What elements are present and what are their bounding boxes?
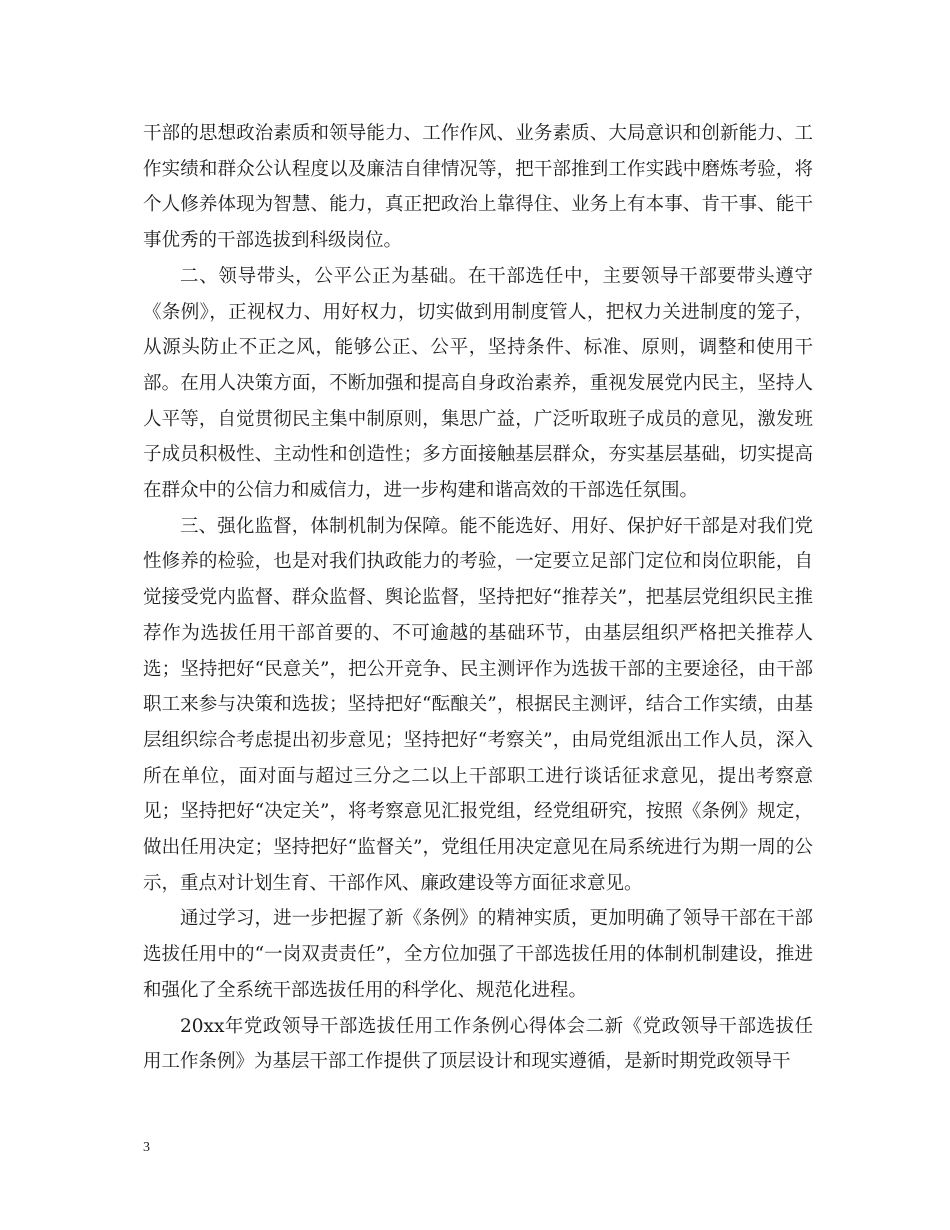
page-number: 3 [143, 1140, 150, 1155]
paragraph-supervision: 三、强化监督，体制机制为保障。能不能选好、用好、保护好干部是对我们党性修养的检验，也是对我们执政能力的考验，一定要立足部门定位和岗位职能，自觉接受党内监督、群众监督、舆论监督，坚持把好“推荐关”，把基层党组织民主推荐作为选拔任用干部首要的、不可逾越的基础环节，由基层组织严格把关推荐人选；坚持把好“民意关”，把公开竞争、民主测评作为选拔干部的主要途径，由干部职工来参与决策和选拔；坚持把好“酝酿关”，根据民主测评，结合工作实绩，由基层组织综合考虑提出初步意见；坚持把好“考察关”，由局党组派出工作人员，深入所在单位，面对面与超过三分之二以上干部职工进行谈话征求意见，提出考察意见；坚持把好“决定关”，将考察意见汇报党组，经党组研究，按照《条例》规定，做出任用决定；坚持把好“监督关”，党组任用决定意见在局系统进行为期一周的公示，重点对计划生育、干部作风、廉政建设等方面征求意见。 [143, 515, 813, 894]
paragraph-leadership: 二、领导带头，公平公正为基础。在干部选任中，主要领导干部要带头遵守《条例》，正视权力、用好权力，切实做到用制度管人，把权力关进制度的笼子，从源头防止不正之风，能够公正、公平，坚持条件、标准、原则，调整和使用干部。在用人决策方面，不断加强和提高自身政治素养，重视发展党内民主，坚持人人平等，自觉贯彻民主集中制原则，集思广益，广泛听取班子成员的意见，激发班子成员积极性、主动性和创造性；多方面接触基层群众，夯实基层基础，切实提高在群众中的公信力和威信力，进一步构建和谐高效的干部选任氛围。 [143, 265, 813, 502]
paragraph-second-essay: 20xx年党政领导干部选拔任用工作条例心得体会二新《党政领导干部选拔任用工作条例》为基层干部工作提供了顶层设计和现实遵循，是新时期党政领导干 [143, 1015, 813, 1073]
document-body [143, 116, 813, 1080]
paragraph-continuation: 干部的思想政治素质和领导能力、工作作风、业务素质、大局意识和创新能力、工作实绩和群众公认程度以及廉洁自律情况等，把干部推到工作实践中磨炼考验，将个人修养体现为智慧、能力，真正把政治上靠得住、业务上有本事、肯干事、能干事优秀的干部选拔到科级岗位。 [143, 123, 813, 252]
paragraph-conclusion: 通过学习，进一步把握了新《条例》的精神实质，更加明确了领导干部在干部选拔任用中的“一岗双责责任”，全方位加强了干部选拔任用的体制机制建设，推进和强化了全系统干部选拔任用的科学化、规范化进程。 [143, 908, 813, 1001]
